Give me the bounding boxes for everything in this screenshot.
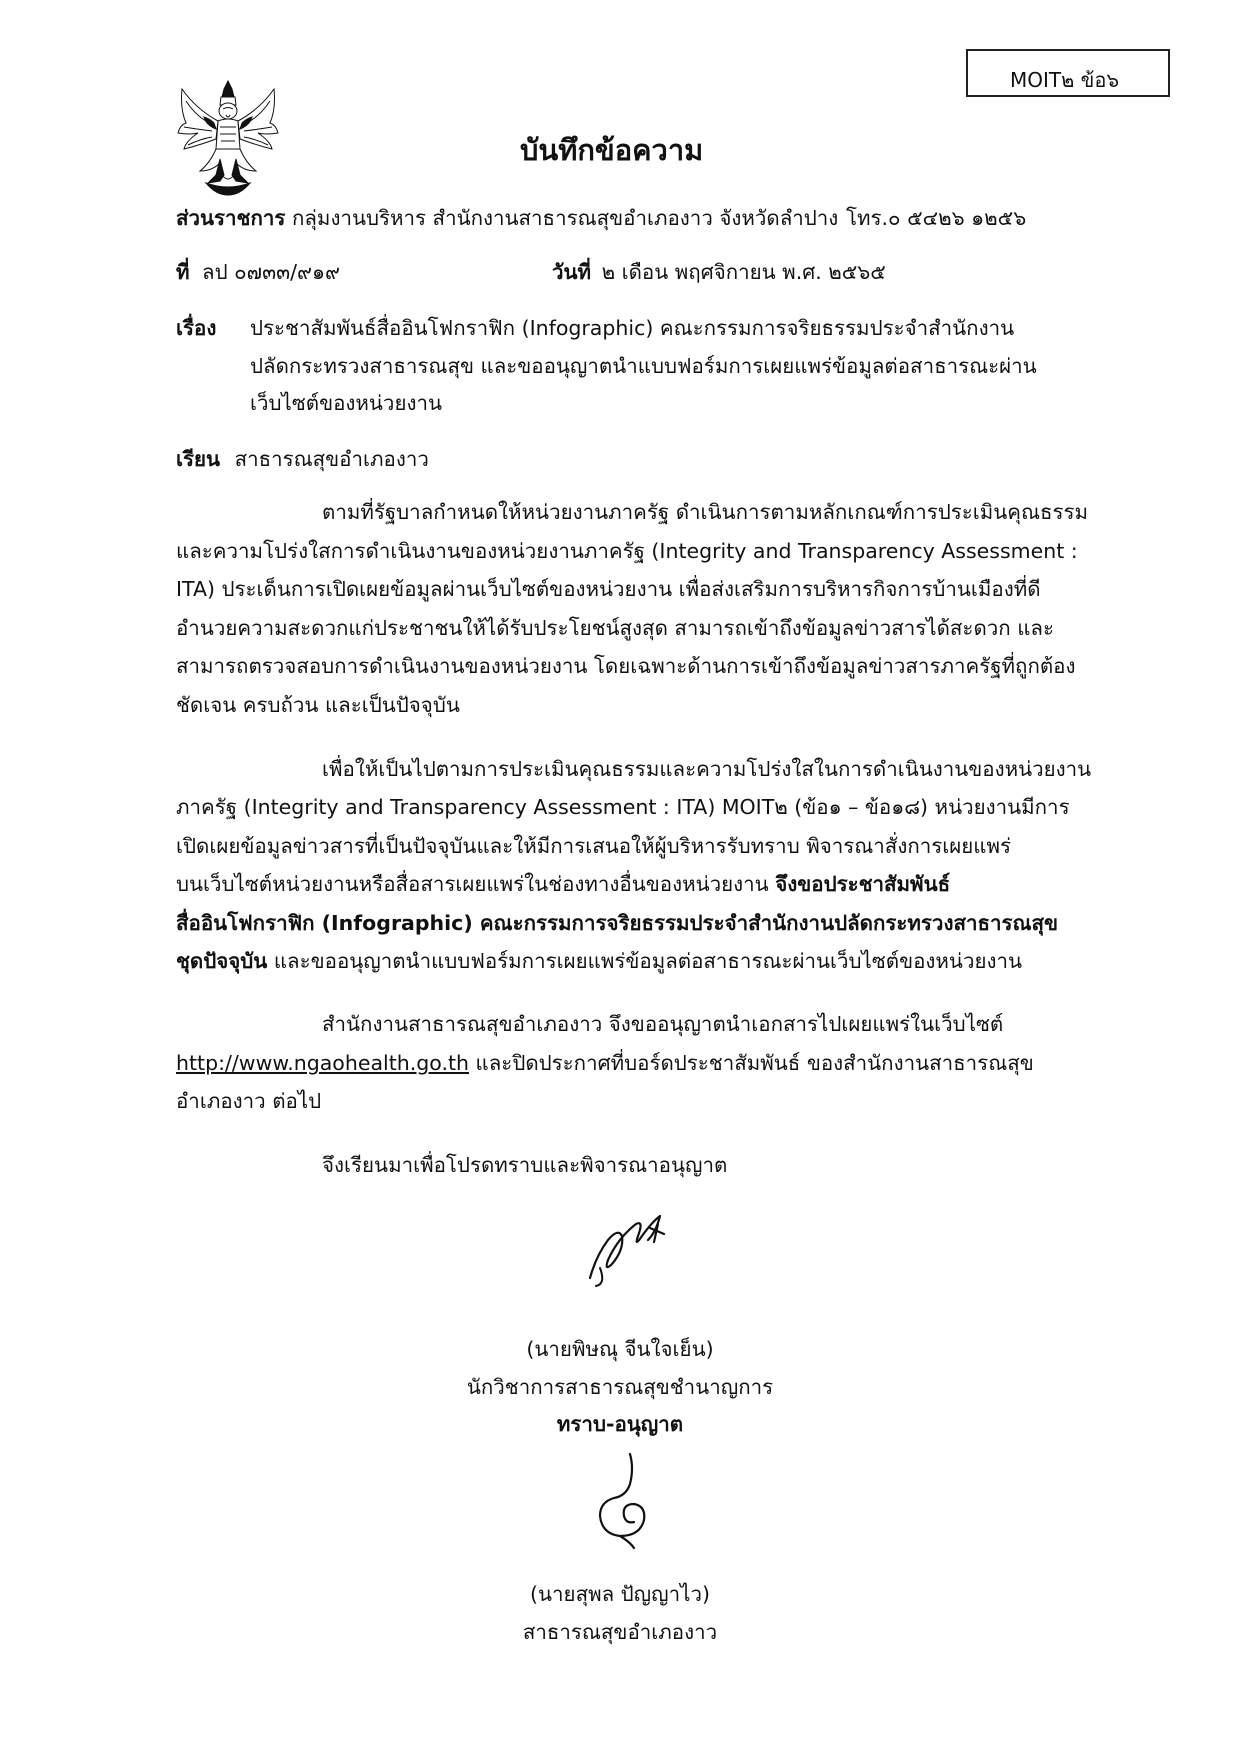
subject-line: ปลัดกระทรวงสาธารณสุข และขออนุญาตนำแบบฟอร์มการเผยแพร่ข้อมูลต่อสาธารณะผ่าน [250, 354, 1037, 378]
paragraph-3-line: http://www.ngaohealth.go.th และปิดประกาศที่บอร์ดประชาสัมพันธ์ ของสำนักงานสาธารณสุข [176, 1051, 1034, 1075]
subject-label: เรื่อง [176, 316, 217, 340]
bold-phrase: จึงขอประชาสัมพันธ์ [775, 872, 951, 896]
date-line [552, 260, 886, 284]
garuda-emblem-icon [176, 79, 280, 197]
recipient-line [176, 447, 429, 471]
signature-1-icon [578, 1206, 688, 1290]
recipient: สาธารณสุขอำเภองาว [234, 447, 429, 471]
paragraph-2-line: เปิดเผยข้อมูลข่าวสารที่เป็นปัจจุบันและให้มีการเสนอให้ผู้บริหารรับทราบ พิจารณาสั่งการเผยแพร่ [176, 834, 1012, 858]
subject-line: ประชาสัมพันธ์สื่ออินโฟกราฟิก (Infographic) คณะกรรมการจริยธรรมประจำสำนักงาน [250, 316, 1015, 340]
department-label: ส่วนราชการ [176, 206, 286, 230]
paragraph-2-line: เพื่อให้เป็นไปตามการประเมินคุณธรรมและความโปร่งใสในการดำเนินงานของหน่วยงาน [322, 757, 1092, 781]
document-number: ลป ๐๗๓๓/๙๑๙ [202, 260, 341, 284]
department-value: กลุ่มงานบริหาร สำนักงานสาธารณสุขอำเภองาว จังหวัดลำปาง [291, 206, 839, 230]
department-line [176, 206, 838, 230]
paragraph-1-line: ITA) ประเด็นการเปิดเผยข้อมูลผ่านเว็บไซต์ของหน่วยงาน เพื่อส่งเสริมการบริหารกิจการบ้านเมืองที่ดี [176, 577, 1041, 601]
approval-note: ทราบ-อนุญาต [556, 1412, 684, 1436]
paragraph-1-line: อำนวยความสะดวกแก่ประชาชนให้ได้รับประโยชน์สูงสุด สามารถเข้าถึงข้อมูลข่าวสารได้สะดวก และ [176, 616, 1054, 640]
document-number-line [176, 260, 340, 284]
bold-phrase: สื่ออินโฟกราฟิก (Infographic) คณะกรรมการจริยธรรมประจำสำนักงานปลัดกระทรวงสาธารณสุข [176, 911, 1059, 935]
website-link[interactable]: http://www.ngaohealth.go.th [176, 1051, 469, 1075]
date-label: วันที่ [552, 260, 592, 284]
paragraph-2-line: ชุดปัจจุบัน และขออนุญาตนำแบบฟอร์มการเผยแพร่ข้อมูลต่อสาธารณะผ่านเว็บไซต์ของหน่วยงาน [176, 949, 1023, 973]
paragraph-1-line: และความโปร่งใสการดำเนินงานของหน่วยงานภาครัฐ (Integrity and Transparency Assessment : [176, 539, 1078, 563]
document-tag: MOIT๒ ข้อ๖ [1010, 68, 1120, 92]
signature-2-icon [590, 1450, 660, 1550]
date-value: ๒ เดือน พฤศจิกายน พ.ศ. ๒๕๖๕ [601, 260, 886, 284]
paragraph-2-line: ภาครัฐ (Integrity and Transparency Assessment : ITA) MOIT๒ (ข้อ๑ – ข้อ๑๘) หน่วยงานมีการ [176, 795, 1070, 819]
signer-1-position: นักวิชาการสาธารณสุขชำนาญการ [466, 1375, 774, 1399]
signer-2-position: สาธารณสุขอำเภองาว [522, 1620, 718, 1644]
paragraph-1-line: ตามที่รัฐบาลกำหนดให้หน่วยงานภาครัฐ ดำเนินการตามหลักเกณฑ์การประเมินคุณธรรม [322, 500, 1089, 524]
phone-number: โทร.๐ ๕๔๒๖ ๑๒๕๖ [846, 206, 1027, 230]
paragraph-2-line: บนเว็บไซต์หน่วยงานหรือสื่อสารเผยแพร่ในช่องทางอื่นของหน่วยงาน จึงขอประชาสัมพันธ์ [176, 872, 951, 896]
recipient-label: เรียน [176, 447, 221, 471]
document-number-label: ที่ [176, 260, 190, 284]
subject-line: เว็บไซต์ของหน่วยงาน [250, 391, 442, 415]
paragraph-3-line: อำเภองาว ต่อไป [176, 1089, 322, 1113]
paragraph-2-line [176, 911, 1058, 935]
signer-1-name: (นายพิษณุ จีนใจเย็น) [526, 1337, 714, 1361]
paragraph-1-line: ชัดเจน ครบถ้วน และเป็นปัจจุบัน [176, 693, 460, 717]
signer-2-name: (นายสุพล ปัญญาไว) [530, 1582, 710, 1606]
paragraph-3-line: สำนักงานสาธารณสุขอำเภองาว จึงขออนุญาตนำเอกสารไปเผยแพร่ในเว็บไซต์ [322, 1012, 1004, 1036]
memo-title: บันทึกข้อความ [520, 133, 704, 167]
paragraph-1-line: สามารถตรวจสอบการดำเนินงานของหน่วยงาน โดยเฉพาะด้านการเข้าถึงข้อมูลข่าวสารภาครัฐที่ถูกต้อง [176, 654, 1076, 678]
bold-phrase: ชุดปัจจุบัน [176, 949, 268, 973]
closing-line: จึงเรียนมาเพื่อโปรดทราบและพิจารณาอนุญาต [322, 1153, 728, 1177]
